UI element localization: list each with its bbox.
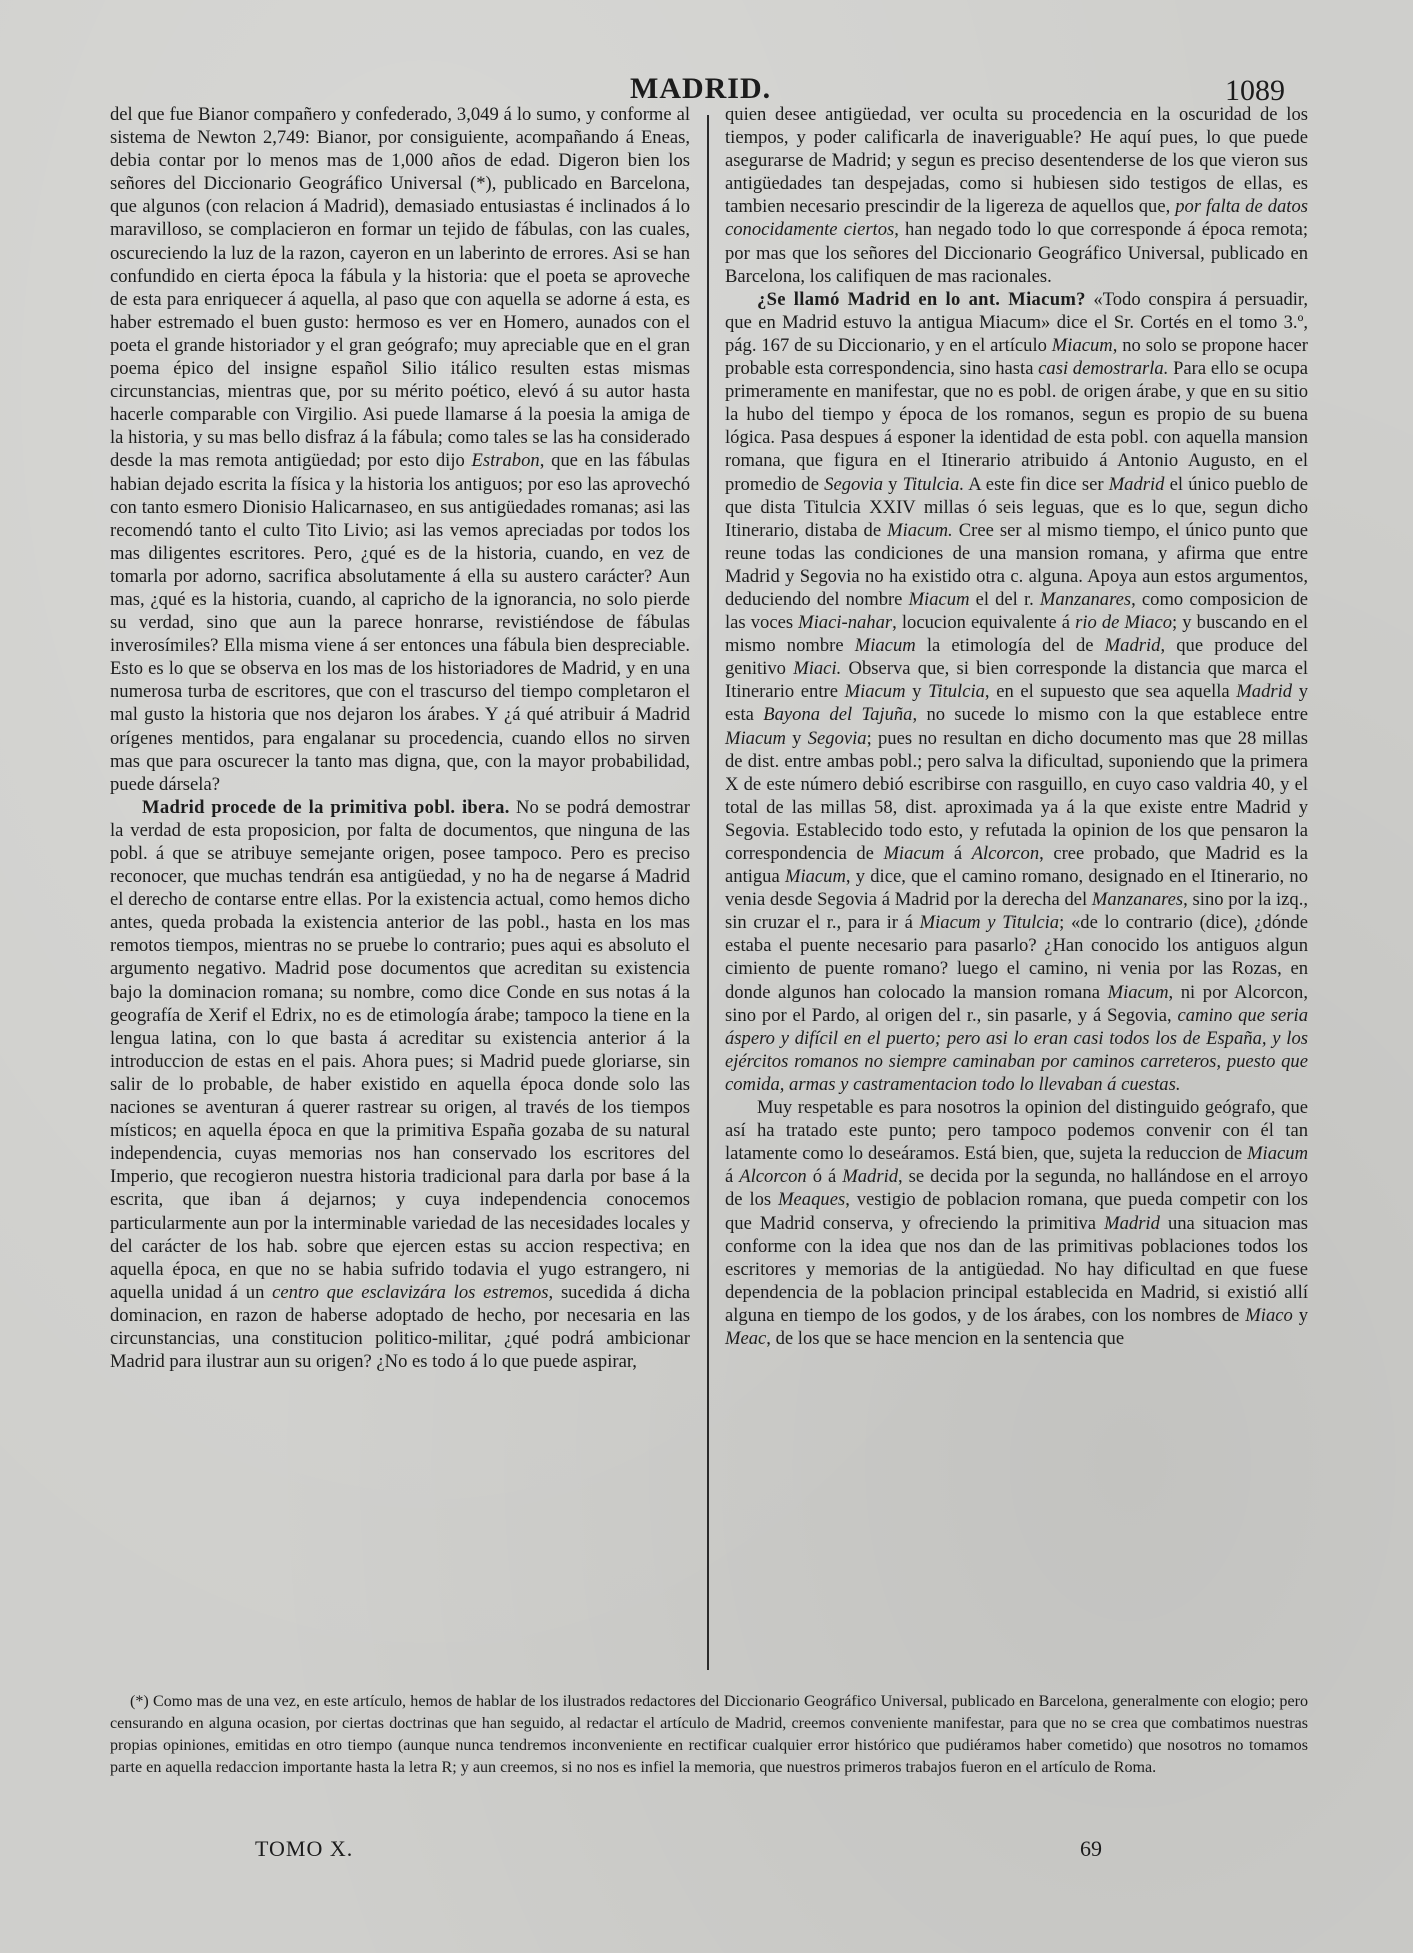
text-run: y [883, 473, 903, 495]
text-run: la etimología del de [915, 635, 1105, 657]
paragraph [110, 103, 690, 796]
left-column [110, 103, 690, 1373]
italic-run: camino que seria áspero y difícil en el puerto; pero asi lo eran casi todos los de España, y los ejércitos romanos no siempre caminaban por caminos carreteros, puesto que comida, armas y castramentacion todo lo llevaban á cuestas. [725, 1004, 1308, 1095]
page-number: 1089 [1225, 74, 1285, 107]
italic-run: por falta de datos conocidamente ciertos [725, 196, 1308, 241]
italic-run: Miacum [1107, 981, 1169, 1003]
italic-run: Miacum [908, 588, 970, 610]
text-run: Muy respetable es para nosotros la opinion del distinguido geógrafo, que así ha tratado este punto; pero tampoco podemos convenir con él tan latamente como lo deseáramos. Está bien, que, sujeta la reduccion de [725, 1097, 1308, 1165]
text-run: á [725, 1166, 740, 1188]
italic-run: Madrid [1104, 1212, 1160, 1234]
italic-run: Manzanares [1039, 588, 1132, 610]
text-run: , en el supuesto que sea aquella [984, 681, 1237, 703]
italic-run: Bayona del Tajuña [763, 704, 913, 726]
text-run: , vestigio de poblacion romana, que pueda competir con los que Madrid conserva, y ofreciendo la primitiva [725, 1189, 1308, 1234]
page-footer [0, 1836, 1413, 1866]
text-run: , sucedida á dicha dominacion, en razon de haberse adoptado de hecho, por necesaria en las circunstancias, una constitucion politico-militar, ¿qué podrá ambicionar Madrid para ilustrar aun su origen? ¿No es todo á lo que puede aspirar, [110, 1281, 690, 1373]
text-run: Observa que, si bien corresponde la distancia que marca el Itinerario entre [725, 658, 1308, 703]
text-run: y [905, 681, 929, 703]
italic-run: Meac [725, 1327, 767, 1349]
italic-run: Meaques [778, 1189, 846, 1211]
text-run: ; y buscando en el mismo nombre [725, 612, 1309, 657]
italic-run: Madrid [842, 1166, 899, 1188]
italic-run: Miaco [1245, 1304, 1293, 1326]
text-run: , han negado todo lo que corresponde á época remota; por mas que los señores del Diccionario Geográfico Universal, publicado en Barcelona, los califiquen de mas racionales. [725, 219, 1308, 287]
text-run: , no solo se propone hacer probable esta correspondencia, sino hasta [725, 334, 1308, 380]
text-run: , se decida por la segunda, no hallándose en el arroyo de los [725, 1166, 1308, 1211]
italic-run: Estrabon [471, 450, 540, 472]
text-run: el único pueblo de que dista Titulcia XXIV millas ó seis leguas, que es lo que, segun dicho Itinerario, distaba de [725, 473, 1309, 541]
text-run: , que produce del genitivo [725, 635, 1308, 680]
italic-run: casi demostrarla. [1038, 358, 1169, 380]
running-title: MADRID. [630, 72, 772, 105]
section-rubric: Madrid procede de la primitiva pobl. ibera. [142, 796, 510, 818]
text-run: á [944, 843, 972, 864]
text-run: y esta [725, 681, 1309, 726]
text-run: , ni por Alcorcon, sino por el Pardo, al origen del r., sin pasarle, y á Segovia, [725, 981, 1308, 1026]
italic-run: Alcorcon [739, 1166, 807, 1188]
text-run: , que en las fábulas habian dejado escrita la física y la historia los antiguos; por eso las aprovechó con tanto esmero Dionisio Halicarnaseo, en sus antigüedades romanas; asi las recomendó tanto el culto Tito Livio; asi las vemos apreciadas por todos los mas diligentes escritores. Pero, ¿qué es de la historia, cuando, en vez de tomarla por adorno, sacrifica absolutamente á ella su austero carácter? Aun mas, ¿qué es la historia, cuando, al capricho de la ignorancia, no solo pierde su verdad, sino que aun la parece honrarse, revistiéndose de fábulas inverosímiles? Ella misma viene á ser entonces una fábula bien despreciable. Esto es lo que se observa en los mas de los historiadores de Madrid, y en una numerosa turba de escritores, que con el trascurso del tiempo completaron el mal gusto la historia que nos dejaron los árabes. Y ¿á qué atribuir á Madrid orígenes mentidos, para engalanar su procedencia, cuando ellos no sirven mas que para oscurecer la tanto mas digna, que, con la mayor probabilidad, puede dársela? [110, 450, 690, 795]
italic-run: rio de Miaco [1075, 612, 1173, 634]
italic-run: Miaci-nahar [798, 612, 893, 634]
italic-run: Miacum [1051, 334, 1113, 356]
text-run: ; pues no resultan en dicho documento mas que 28 millas de dist. entre ambas pobl.; pero salva la dificultad, suponiendo que la primera X de este número debió escribirse con rasguillo, en cuyo caso valdria 40, y el total de las millas 58, dist. aproximada ya á la que existe entre Madrid y Segovia. Establecido todo esto, y refutada la opinion de los que pensaron la correspondencia de [725, 727, 1308, 864]
paragraph [725, 103, 1308, 288]
italic-run: Manzanares [1091, 889, 1184, 911]
paragraph [725, 288, 1308, 1096]
italic-run: Madrid [1236, 681, 1293, 703]
text-run: y [785, 727, 808, 749]
text-run: , de los que se hace mencion en la sentencia que [766, 1327, 1125, 1349]
right-column [725, 103, 1308, 1350]
italic-run: Titulcia. [902, 473, 965, 495]
italic-run: Miacum y Titulcia [919, 912, 1060, 934]
footnote [110, 1691, 1308, 1779]
italic-run: Segovia [824, 473, 883, 495]
italic-run: centro que esclavizára los estremos [272, 1281, 549, 1303]
volume-label: TOMO X. [255, 1836, 354, 1861]
italic-run: Madrid [1104, 635, 1161, 657]
text-run: «Todo conspira á persuadir, que en Madrid estuvo la antigua Miacum» dice el Sr. Cortés en el tomo 3.º, pág. 167 de su Diccionario, y en el artículo [725, 288, 1309, 356]
paragraph [725, 1096, 1308, 1350]
column-divider [707, 115, 709, 1670]
italic-run: Miaci. [793, 658, 842, 680]
footnote-text: (*) Como mas de una vez, en este artículo, hemos de hablar de los ilustrados redactores del Diccionario Geográfico Universal, publicado en Barcelona, generalmente con elogio; pero censurando en alguna ocasion, por ciertas doctrinas que han seguido, al redactar el artículo de Madrid, creemos conveniente manifestar, para que no se crea que combatimos nuestras propias opiniones, emitidas en otro tiempo (aunque nunca tendremos inconveniente en rectificar cualquier error histórico que pudiéramos haber cometido) que nosotros no tomamos parte en aquella redaccion importante hasta la letra R; y aun creemos, si no nos es infiel la memoria, que nuestros primeros trabajos fueron en el artículo de Roma. [110, 1693, 1308, 1776]
italic-run: Miacum [784, 866, 846, 888]
text-run: Cree ser al mismo tiempo, el único punto que reune todas las condiciones de una mansion romana, y afirma que entre Madrid y Segovia no ha existido otra c. alguna. Apoya aun estos argumentos, deduciendo del nombre [725, 519, 1308, 610]
text-run: No se podrá demostrar la verdad de esta proposicion, por falta de documentos, que ninguna de las pobl. á que se atribuye semejante origen, posee tampoco. Pero es preciso reconocer, que muchas tendrán esa antigüedad, y no ha de negarse á Madrid el derecho de contarse entre ellas. Por la existencia actual, como hemos dicho antes, queda probada la existencia anterior de las pobl., hasta en los mas remotos tiempos, mientras no se pruebe lo contrario; pues aqui es absoluto el argumento negativo. Madrid pose documentos que acreditan su existencia bajo la dominacion romana; su nombre, como dice Conde en sus notas á la geografía de Xerif el Edrix, no es de etimología árabe; tampoco la tiene en la lengua latina, con lo que basta á acreditar su existencia anterior á la introduccion de estas en el pais. Ahora pues; si Madrid puede gloriarse, sin salir de lo probable, de haber existido en aquella época donde solo las naciones se aventuran á querer rastrear su origen, al través de los tiempos místicos; en aquella época en que la primitiva España gozaba de su natural independencia, cuyas memorias nos han conservado los escritores del Imperio, que recogieron nuestra historia tradicional para darla por base á la escrita, que iban á dejarnos; y cuya independencia conocemos particularmente aun por la interminable variedad de las necesidades locales y del carácter de los hab. sobre que ejercen estas su accion respectiva; en aquella época, en que no se habia sufrido todavia el yugo estrangero, ni aquella unidad á un [110, 796, 690, 1303]
italic-run: Miacum [854, 635, 916, 657]
text-run: el del r. [969, 588, 1040, 610]
text-run: , cree probado, que Madrid es la antigua [725, 843, 1308, 888]
italic-run: Segovia [807, 727, 867, 749]
text-run: , locucion equivalente á [892, 612, 1076, 634]
text-run: del que fue Bianor compañero y confederado, 3,049 á lo sumo, y conforme al sistema de Newton 2,749: Bianor, por consiguiente, acompañando á Eneas, debia contar por lo menos mas de 1,000 años de edad. Digeron bien los señores del Diccionario Geográfico Universal (*), publicado en Barcelona, que algunos (con relacion á Madrid), demasiado entusiastas é inclinados á lo maravilloso, se complacieron en formar un tejido de fábulas, con las cuales, oscureciendo la luz de la razon, cayeron en un laberinto de errores. Asi se han confundido en cierta época la fábula y la historia: que el poeta se aproveche de esta para enriquecer á aquella, al paso que con aquella se adorne á esta, es haber estremado el buen gusto: hermoso es ver en Homero, aunados con el poeta el grande historiador y el gran geógrafo; muy apreciable que en el gran poema épico del insigne español Silio itálico resulten estas mismas circunstancias, mientras que, por su mérito poético, elevó á su autor hasta hacerle comparable con Virgilio. Asi puede llamarse á la poesia la amiga de la historia, y su mas bello disfraz á la fábula; como tales se las ha considerado desde la mas remota antigüedad; por esto dijo [110, 104, 690, 472]
text-run: una situacion mas conforme con la idea que nos dan de las primitivas poblaciones todos los escritores y memorias de la antigüedad. No hay dificultad en que fuese dependencia de la poblacion principal establecida en Madrid, si existió allí alguna en tiempo de los godos, y de los árabes, con los nombres de [725, 1212, 1308, 1326]
text-run: , sino por la izq., sin cruzar el r., para ir á [725, 889, 1308, 934]
italic-run: Miacum [1247, 1143, 1308, 1165]
text-run: Para ello se ocupa primeramente en manifestar, que no es pobl. de origen árabe, y que en su sitio la hubo del tiempo y época de los romanos, segun es propio de su buena lógica. Pasa despues á esponer la identidad de esta pobl. con aquella mansion romana, que figura en el Itinerario atribuido á Antonio Augusto, en el promedio de [725, 358, 1308, 495]
text-run: A este fin dice ser [964, 473, 1109, 495]
italic-run: Miacum [844, 681, 906, 703]
text-run: , no sucede lo mismo con la que establece entre [912, 704, 1308, 726]
italic-run: Miacum. [887, 519, 953, 541]
section-rubric: ¿Se llamó Madrid en lo ant. Miacum? [757, 288, 1086, 310]
italic-run: Madrid [1108, 473, 1165, 495]
signature-mark: 69 [1080, 1836, 1102, 1861]
italic-run: Alcorcon [971, 843, 1040, 864]
text-run: ; «de lo contrario (dice), ¿dónde estaba el puente necesario para pasarlo? ¿Han conocido los antiguos algun cimiento de puente romano? luego el camino, ni venia por las Rozas, en donde algunos han colocado la mansion romana [725, 912, 1308, 1003]
italic-run: Titulcia [928, 681, 985, 703]
text-run: ó á [806, 1166, 843, 1188]
paragraph [110, 796, 690, 1373]
text-run: quien desee antigüedad, ver oculta su procedencia en la oscuridad de los tiempos, y poder calificarla de inaveriguable? He aquí pues, lo que puede asegurarse de Madrid; y segun es preciso desentenderse de los que vieron sus antigüedades tan despejadas, como si hubiesen sido testigos de ellas, es tambien necesario prescindir de la ligereza de aquellos que, [725, 104, 1308, 218]
italic-run: Miacum [725, 727, 786, 749]
italic-run: Miacum [883, 843, 945, 864]
text-run: , como composicion de las voces [725, 588, 1308, 634]
text-run: , y dice, que el camino romano, designado en el Itinerario, no venia desde Segovia á Madrid por la derecha del [725, 866, 1308, 911]
text-run: y [1292, 1304, 1308, 1326]
